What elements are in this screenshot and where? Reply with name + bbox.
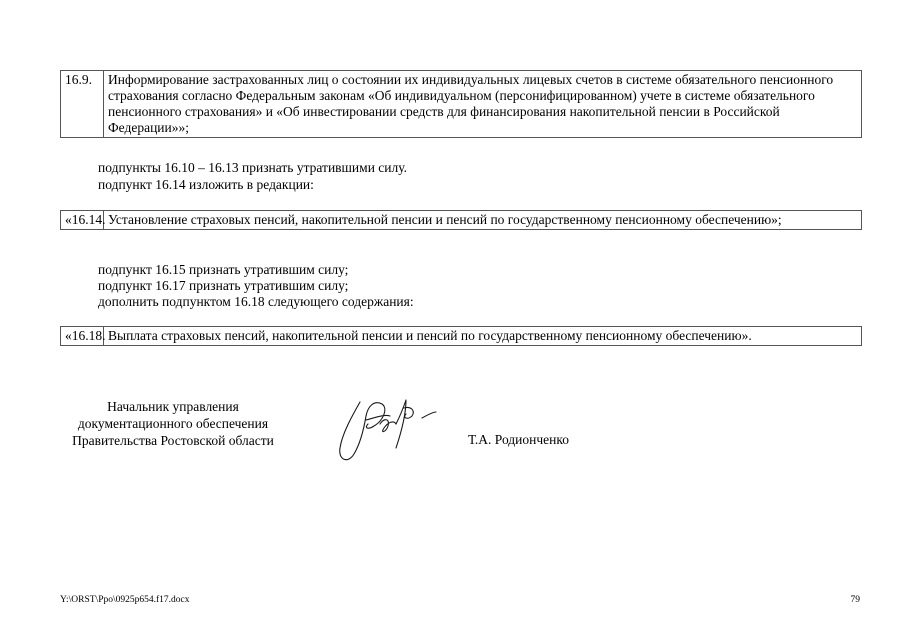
item-number: «16.18. bbox=[61, 327, 104, 346]
paragraph-subitem-16-14-revise: подпункт 16.14 изложить в редакции: bbox=[98, 177, 314, 192]
signatory-title-line: документационного обеспечения bbox=[77, 416, 269, 431]
handwritten-signature bbox=[330, 390, 450, 470]
table-row bbox=[61, 71, 862, 138]
item-number: «16.14. bbox=[61, 211, 104, 230]
item-text: Установление страховых пенсий, накопительной пенсии и пенсий по государственному пенсионному обеспечению»; bbox=[104, 211, 862, 230]
signatory-title-line: Начальник управления bbox=[107, 399, 239, 414]
table-row bbox=[61, 211, 862, 230]
footer-file-path: Y:\ORST\Ppo\0925p654.f17.docx bbox=[60, 595, 190, 605]
paragraph-subitems-repealed: подпункты 16.10 – 16.13 признать утратившими силу. bbox=[98, 160, 408, 175]
item-table-16-9 bbox=[60, 70, 862, 138]
signatory-name: Т.А. Родионченко bbox=[468, 432, 569, 447]
page-number: 79 bbox=[850, 595, 860, 605]
item-table-16-14 bbox=[60, 210, 862, 230]
item-text: Выплата страховых пенсий, накопительной пенсии и пенсий по государственному пенсионному обеспечению». bbox=[104, 327, 862, 346]
item-number: 16.9. bbox=[61, 71, 104, 138]
table-row bbox=[61, 327, 862, 346]
paragraph-subitem-16-17-repealed: подпункт 16.17 признать утратившим силу; bbox=[98, 278, 349, 293]
item-text: Информирование застрахованных лиц о состоянии их индивидуальных лицевых счетов в системе обязательного пенсионного страхования согласно Федеральным законам «Об индивидуальном (персонифицированном) учете в системе обязательного пенсионного страхования» и «Об инвестировании средств для финансирования накопительной пенсии в Российской Федерации»»; bbox=[104, 71, 862, 138]
paragraph-add-subitem-16-18: дополнить подпунктом 16.18 следующего содержания: bbox=[98, 294, 414, 309]
item-table-16-18 bbox=[60, 326, 862, 346]
signatory-title bbox=[60, 398, 286, 449]
paragraph-subitem-16-15-repealed: подпункт 16.15 признать утратившим силу; bbox=[98, 262, 349, 277]
signatory-title-line: Правительства Ростовской области bbox=[72, 433, 274, 448]
